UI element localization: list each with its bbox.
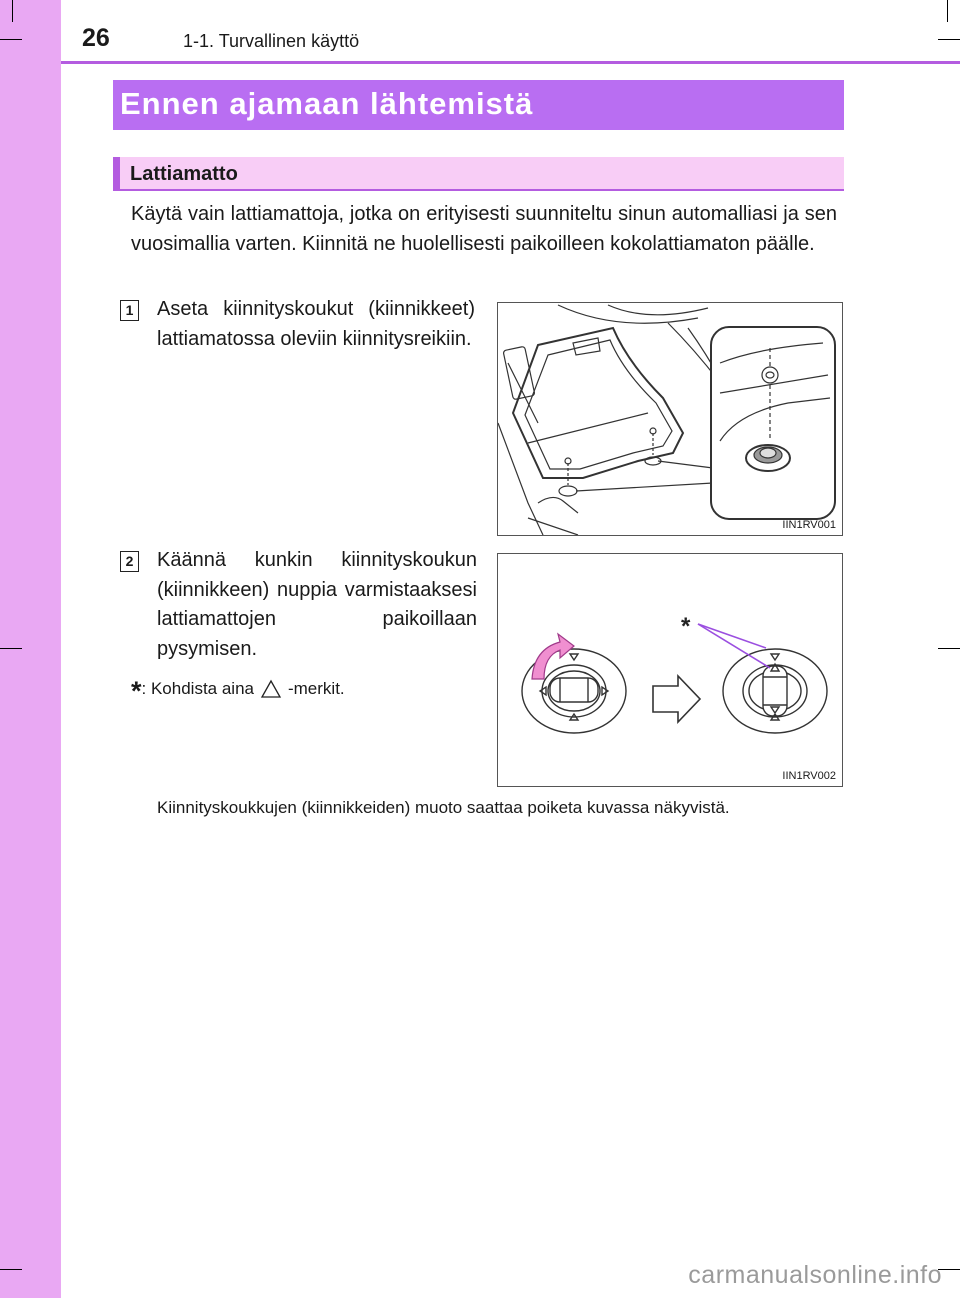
svg-text:*: * <box>681 613 691 640</box>
crop-mark <box>938 648 960 649</box>
section-accent <box>113 157 120 189</box>
section-heading-bar <box>113 157 844 191</box>
step-2-text: Käännä kunkin kiinnityskoukun (kiinnikkeen) nuppia varmistaaksesi lattiamattojen paikoillaan pysymisen. <box>157 549 477 660</box>
step-number-2: 2 <box>120 551 139 572</box>
crop-mark <box>0 39 22 40</box>
note-suffix: -merkit. <box>287 678 345 698</box>
running-head: 1-1. Turvallinen käyttö <box>183 31 360 51</box>
footnote: Kiinnityskoukkujen (kiinnikkeiden) muoto saattaa poiketa kuvassa näkyvistä. <box>157 798 730 817</box>
figure-code-1: IIN1RV001 <box>782 519 836 531</box>
crop-mark <box>938 39 960 40</box>
alignment-note <box>131 672 345 705</box>
step-1-text: Aseta kiinnityskoukut (kiinnikkeet) lattiamatossa oleviin kiinnitysreikiin. <box>157 298 475 350</box>
knob-rotation-illustration <box>497 553 843 787</box>
figure-code-2: IIN1RV002 <box>782 770 836 782</box>
watermark: carmanualsonline.info <box>688 1261 942 1289</box>
page-number: 26 <box>82 24 110 52</box>
note-marker: * <box>131 676 142 706</box>
left-color-band <box>0 0 61 1298</box>
crop-mark <box>0 1269 22 1270</box>
crop-mark <box>12 0 13 22</box>
triangle-outline-icon <box>260 679 282 699</box>
chapter-title: Ennen ajamaan lähtemistä <box>113 80 844 130</box>
crop-mark <box>0 648 22 649</box>
note-prefix: : Kohdista aina <box>141 678 254 698</box>
step-number-1: 1 <box>120 300 139 321</box>
intro-paragraph: Käytä vain lattiamattoja, jotka on erityisesti suunniteltu sinun automalliasi ja sen vuosimallia varten. Kiinnitä ne huolellisesti paikoilleen kokolattiamaton päälle. <box>131 203 837 255</box>
header-rule <box>61 61 960 64</box>
floor-mat-drawing <box>498 303 842 535</box>
section-heading: Lattiamatto <box>130 163 238 185</box>
crop-mark <box>947 0 948 22</box>
floor-mat-hook-illustration <box>497 302 843 536</box>
knob-drawing <box>498 554 842 786</box>
